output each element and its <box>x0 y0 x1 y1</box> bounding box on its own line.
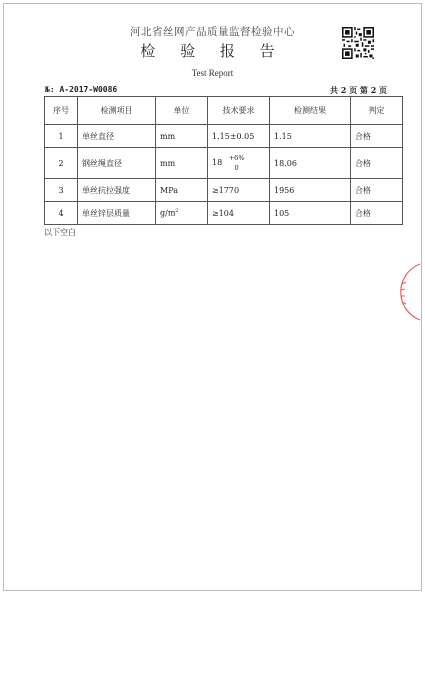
verdict: 合格 <box>351 148 403 179</box>
row-number: 3 <box>45 179 78 202</box>
requirement <box>208 148 270 179</box>
column-header: 单位 <box>156 97 208 125</box>
blank-below-note: 以下空白 <box>44 228 76 237</box>
row-number: 4 <box>45 202 78 225</box>
test-item: 单丝锌层质量 <box>78 202 156 225</box>
report-title: 检 验 报 告 <box>140 42 285 60</box>
verdict: 合格 <box>351 202 403 225</box>
column-header: 技术要求 <box>208 97 270 125</box>
column-header: 序号 <box>45 97 78 125</box>
row-number: 1 <box>45 125 78 148</box>
unit: mm <box>156 125 208 148</box>
requirement: ≥104 <box>208 202 270 225</box>
requirement: 1.15±0.05 <box>208 125 270 148</box>
result: 1.15 <box>270 125 351 148</box>
table-row <box>45 202 403 225</box>
table-header-row <box>45 97 403 125</box>
test-item: 单丝抗拉强度 <box>78 179 156 202</box>
unit: MPa <box>156 179 208 202</box>
result: 18.06 <box>270 148 351 179</box>
unit: mm <box>156 148 208 179</box>
official-seal-stamp <box>392 262 422 322</box>
table-row <box>45 179 403 202</box>
verdict: 合格 <box>351 125 403 148</box>
requirement: ≥1770 <box>208 179 270 202</box>
unit-superscript: 2 <box>175 208 179 215</box>
column-header: 检测项目 <box>78 97 156 125</box>
report-subtitle: Test Report <box>191 68 234 78</box>
report-number: №: A-2017-W0086 <box>45 85 118 94</box>
test-item: 钢丝绳直径 <box>78 148 156 179</box>
unit <box>156 202 208 225</box>
requirement-base: 18 <box>212 158 223 167</box>
tolerance-upper: +6% <box>228 154 245 162</box>
tolerance-lower: 0 <box>234 164 239 172</box>
result: 105 <box>270 202 351 225</box>
unit-base: g/m <box>160 208 176 218</box>
test-item: 单丝直径 <box>78 125 156 148</box>
tolerance <box>229 153 245 173</box>
row-number: 2 <box>45 148 78 179</box>
organization-name: 河北省丝网产品质量监督检验中心 <box>130 26 295 38</box>
result: 1956 <box>270 179 351 202</box>
table-row <box>45 125 403 148</box>
qr-code-icon <box>342 27 374 59</box>
page-info: 共 2 页 第 2 页 <box>330 85 388 95</box>
results-table <box>44 96 403 225</box>
verdict: 合格 <box>351 179 403 202</box>
column-header: 检测结果 <box>270 97 351 125</box>
column-header: 判定 <box>351 97 403 125</box>
table-row <box>45 148 403 179</box>
